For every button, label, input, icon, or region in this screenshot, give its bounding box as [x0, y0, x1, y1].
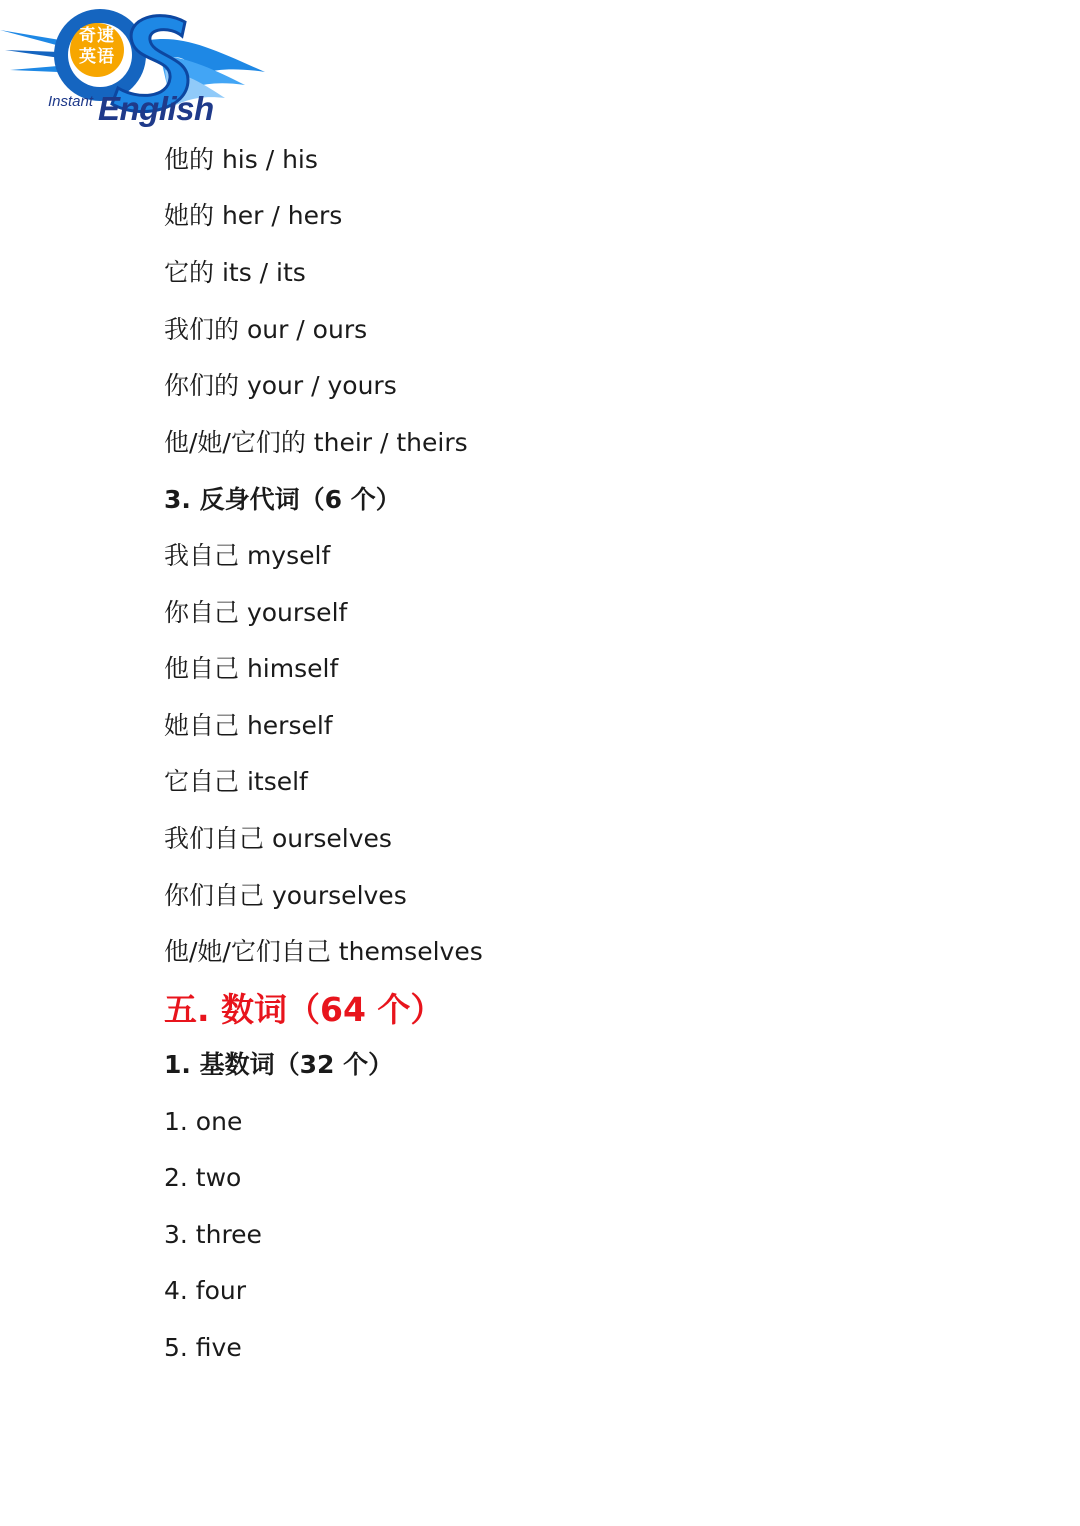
logo: [0, 0, 270, 135]
reflexive-line: 他自己 himself: [164, 654, 339, 683]
pronoun-line: 他的 his / his: [164, 145, 318, 174]
numeral-line: 4. four: [164, 1276, 247, 1305]
reflexive-line: 他/她/它们自己 themselves: [164, 937, 483, 966]
reflexive-line: 她自己 herself: [164, 711, 333, 740]
logo-chinese-text: 奇速 英语: [79, 26, 115, 67]
numeral-line: 5. five: [164, 1333, 242, 1362]
logo-english-text: English: [98, 90, 214, 127]
reflexive-line: 你们自己 yourselves: [164, 881, 407, 910]
reflexive-line: 我们自己 ourselves: [164, 824, 392, 853]
section-heading-numerals: 五. 数词（64 个）: [164, 990, 444, 1029]
subheading-cardinal: 1. 基数词（32 个）: [164, 1050, 394, 1079]
pronoun-line: 它的 its / its: [164, 258, 306, 287]
subheading-reflexive: 3. 反身代词（6 个）: [164, 485, 401, 514]
reflexive-line: 你自己 yourself: [164, 598, 348, 627]
pronoun-line: 他/她/它们的 their / theirs: [164, 428, 468, 457]
reflexive-line: 我自己 myself: [164, 541, 331, 570]
numeral-line: 2. two: [164, 1163, 242, 1192]
numeral-line: 1. one: [164, 1107, 243, 1136]
pronoun-line: 她的 her / hers: [164, 201, 343, 230]
pronoun-line: 我们的 our / ours: [164, 315, 368, 344]
pronoun-line: 你们的 your / yours: [164, 371, 397, 400]
numeral-line: 3. three: [164, 1220, 262, 1249]
logo-instant-text: Instant: [48, 93, 94, 110]
reflexive-line: 它自己 itself: [164, 767, 308, 796]
